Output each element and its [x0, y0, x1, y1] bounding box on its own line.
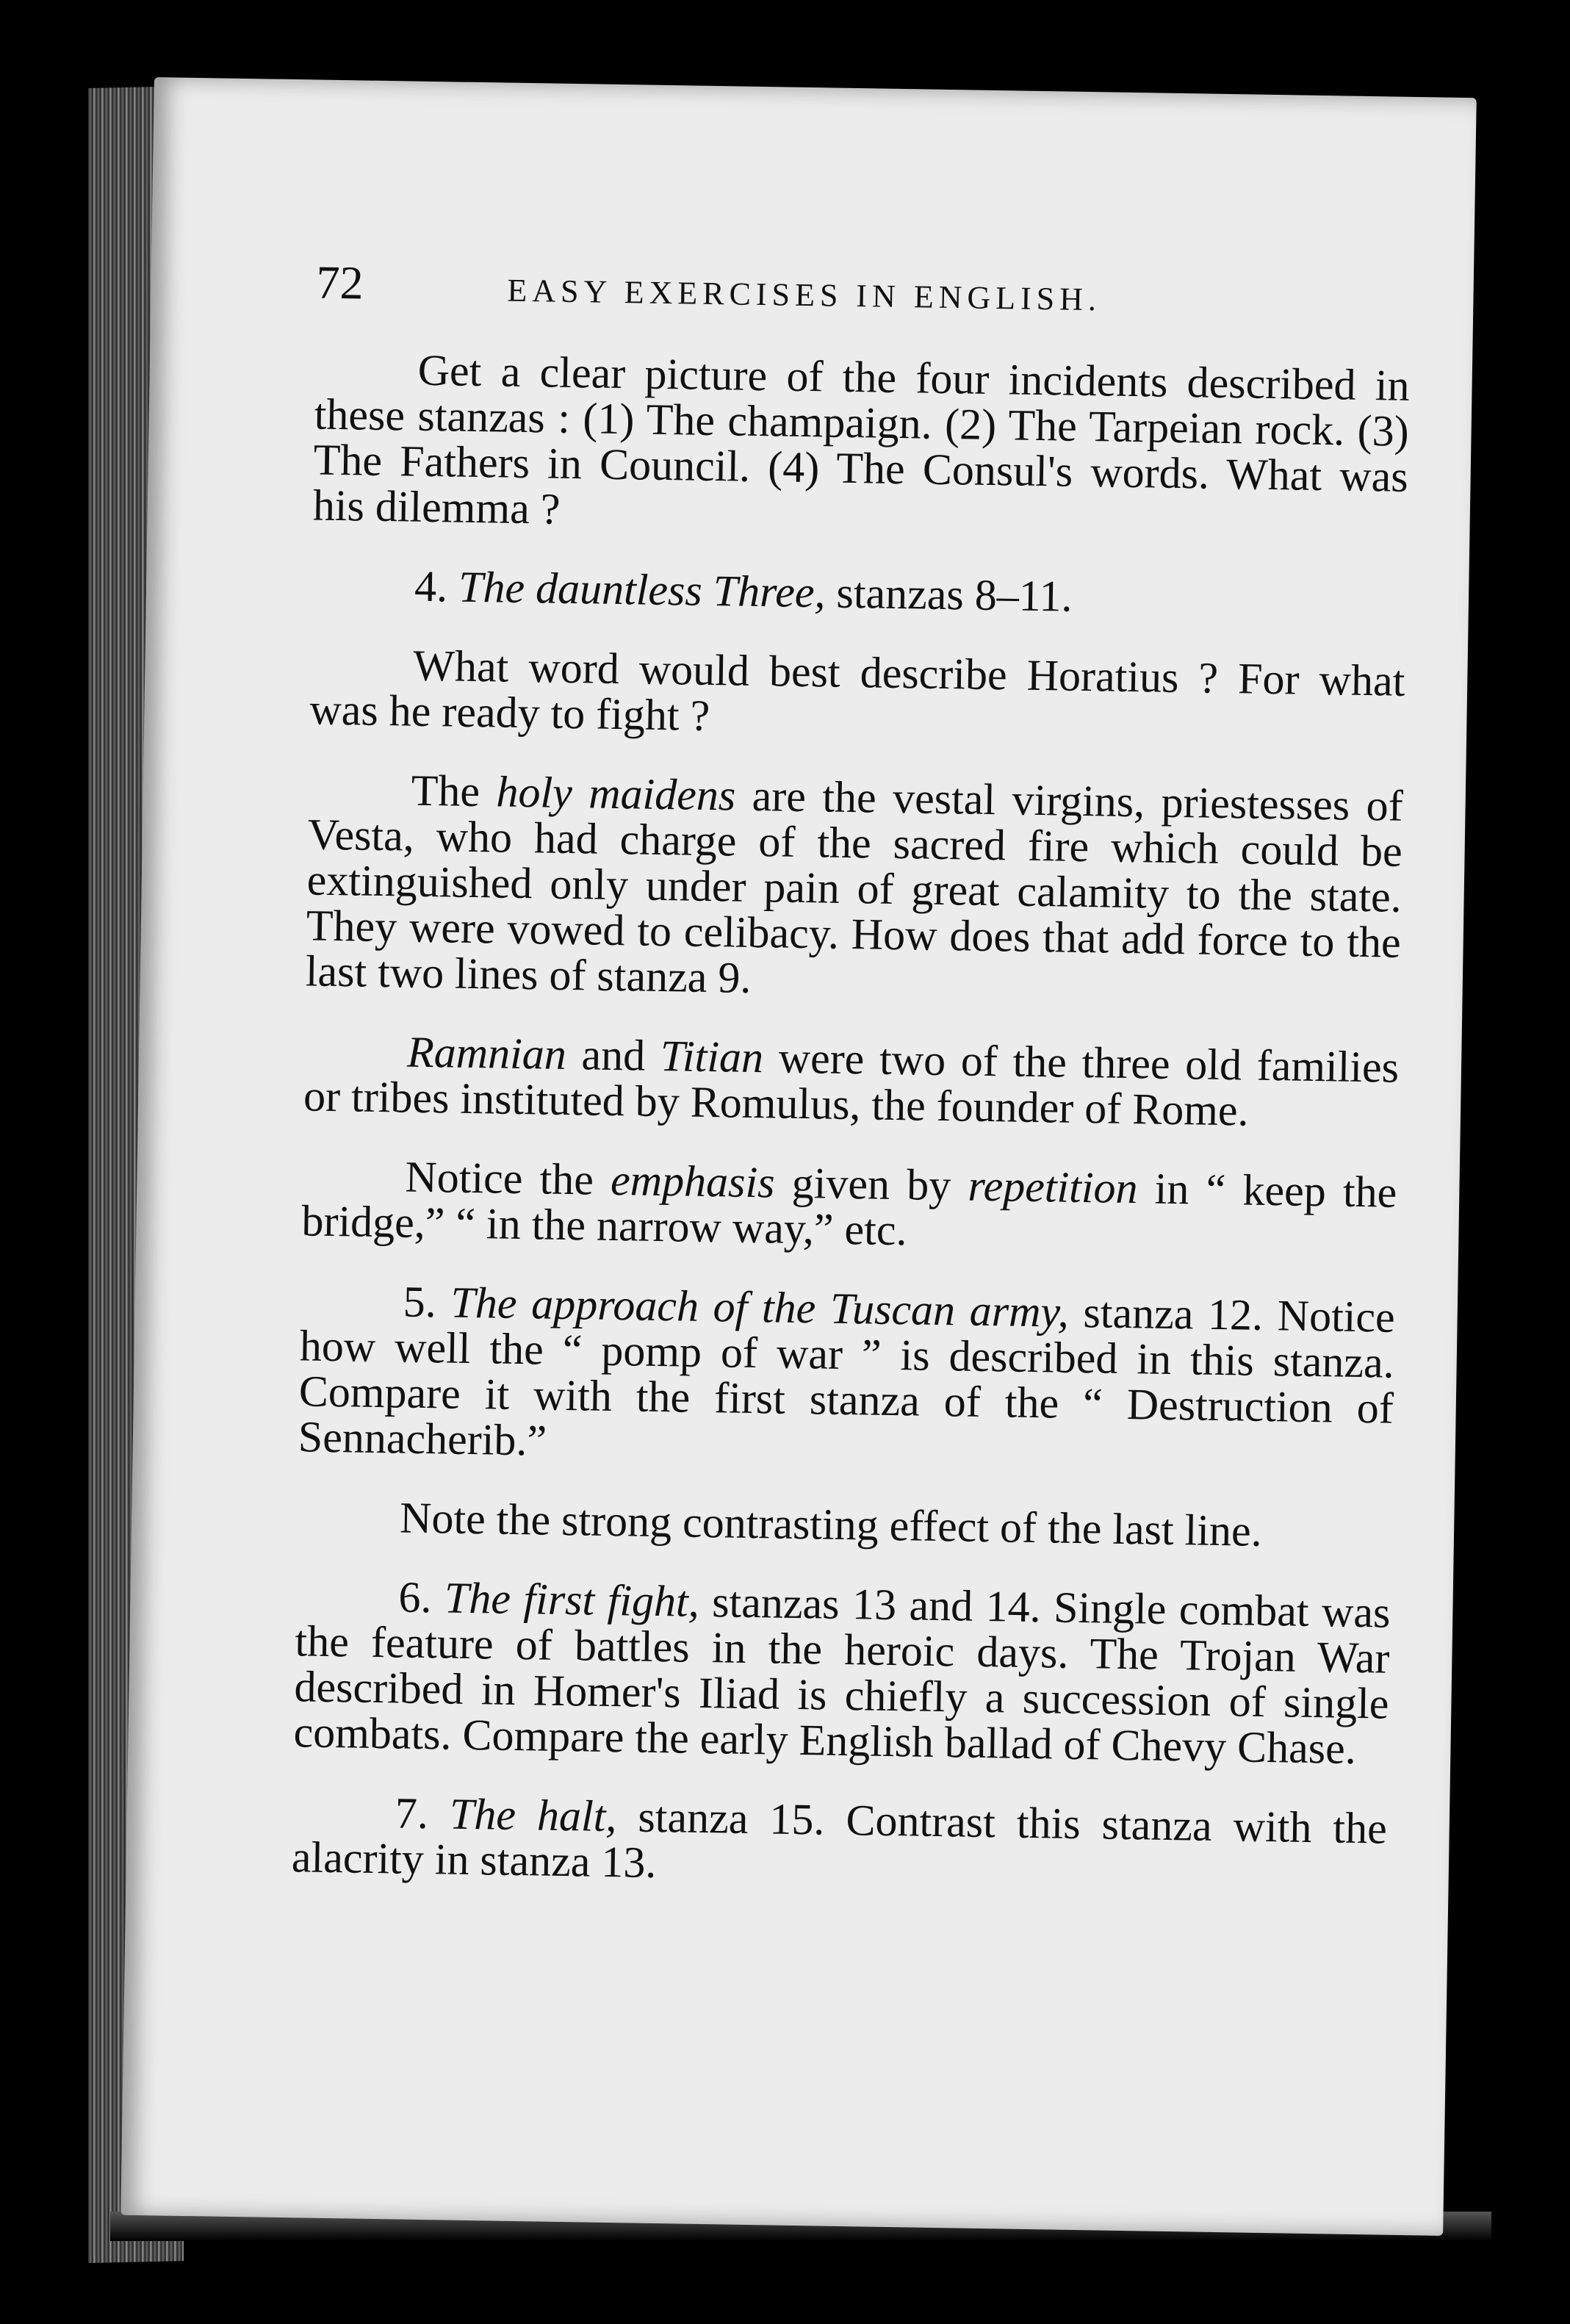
- text-segment: and: [566, 1029, 661, 1080]
- italic-text-segment: The approach of the Tuscan army,: [450, 1278, 1070, 1337]
- text-segment: 4.: [414, 561, 459, 611]
- paragraph-p4: [305, 766, 1403, 1010]
- italic-text-segment: The dauntless Three,: [458, 562, 827, 617]
- paragraph-p1: [312, 345, 1410, 544]
- italic-text-segment: The first fight,: [444, 1573, 700, 1626]
- page-content: [291, 256, 1411, 1931]
- running-head-title: EASY EXERCISES IN ENGLISH.: [507, 272, 1102, 318]
- text-segment: Notice the: [405, 1152, 611, 1204]
- text-segment: 6.: [398, 1572, 445, 1622]
- text-segment: stanza 15. Contrast this stanza with the alacrity in stanza 13.: [291, 1792, 1388, 1888]
- paragraph-p5: [303, 1027, 1400, 1135]
- body-text: [291, 345, 1410, 1896]
- text-segment: The: [411, 766, 497, 816]
- text-segment: given by: [774, 1158, 969, 1210]
- italic-text-segment: emphasis: [610, 1155, 776, 1207]
- paragraph-p10: [291, 1788, 1387, 1896]
- page-number: 72: [316, 256, 364, 309]
- book-page: [120, 77, 1476, 2236]
- text-segment: What word would best describe Horatius ? For what was he ready to fight ?: [309, 641, 1405, 740]
- running-head: [316, 256, 1411, 328]
- text-segment: in “ keep the bridge,” “ in the narrow way,” etc.: [301, 1164, 1397, 1255]
- text-segment: stanzas 13 and 14. Single combat was the feature of battles in the heroic days. The Trojan War described in Homer's Iliad is chiefly a succession of single combats. Compare the early English ballad of Chevy Chase.: [293, 1577, 1391, 1773]
- paragraph-p2: [312, 561, 1407, 624]
- text-segment: stanza 12. Notice how well the “ pomp of war ” is described in this stanza. Compare it with the first stanza of the “ Destruction of Sennacherib.”: [298, 1287, 1396, 1465]
- italic-text-segment: repetition: [968, 1161, 1139, 1213]
- text-segment: 7.: [395, 1788, 450, 1838]
- italic-text-segment: The halt,: [449, 1789, 617, 1841]
- italic-text-segment: Ramnian: [406, 1027, 567, 1079]
- text-segment: stanzas 8–11.: [825, 568, 1073, 621]
- text-segment: Get a clear picture of the four incidents described in these stanzas : (1) The champaign. (2) The Tarpeian rock. (3) The Fathers in Council. (4) The Consul's words. What was his dilemma ?: [312, 345, 1411, 533]
- text-segment: Note the strong contrasting effect of the last line.: [399, 1493, 1263, 1555]
- text-segment: 5.: [403, 1277, 452, 1327]
- paragraph-p8: [297, 1493, 1392, 1555]
- text-segment: are the vestal virgins, priestesses of Vesta, who had charge of the sacred fire which could be extinguished only under pain of great calamity to the state. They were vowed to celibacy. How does that add force to the last two lines of stanza 9.: [305, 771, 1404, 1002]
- paragraph-p3: [309, 641, 1405, 749]
- paragraph-p7: [298, 1277, 1395, 1476]
- paragraph-p9: [293, 1572, 1391, 1771]
- paragraph-p6: [301, 1152, 1397, 1260]
- italic-text-segment: Titian: [660, 1031, 764, 1082]
- text-segment: were two of the three old families or tribes instituted by Romulus, the founder of Rome.: [303, 1033, 1400, 1135]
- italic-text-segment: holy maidens: [496, 767, 736, 820]
